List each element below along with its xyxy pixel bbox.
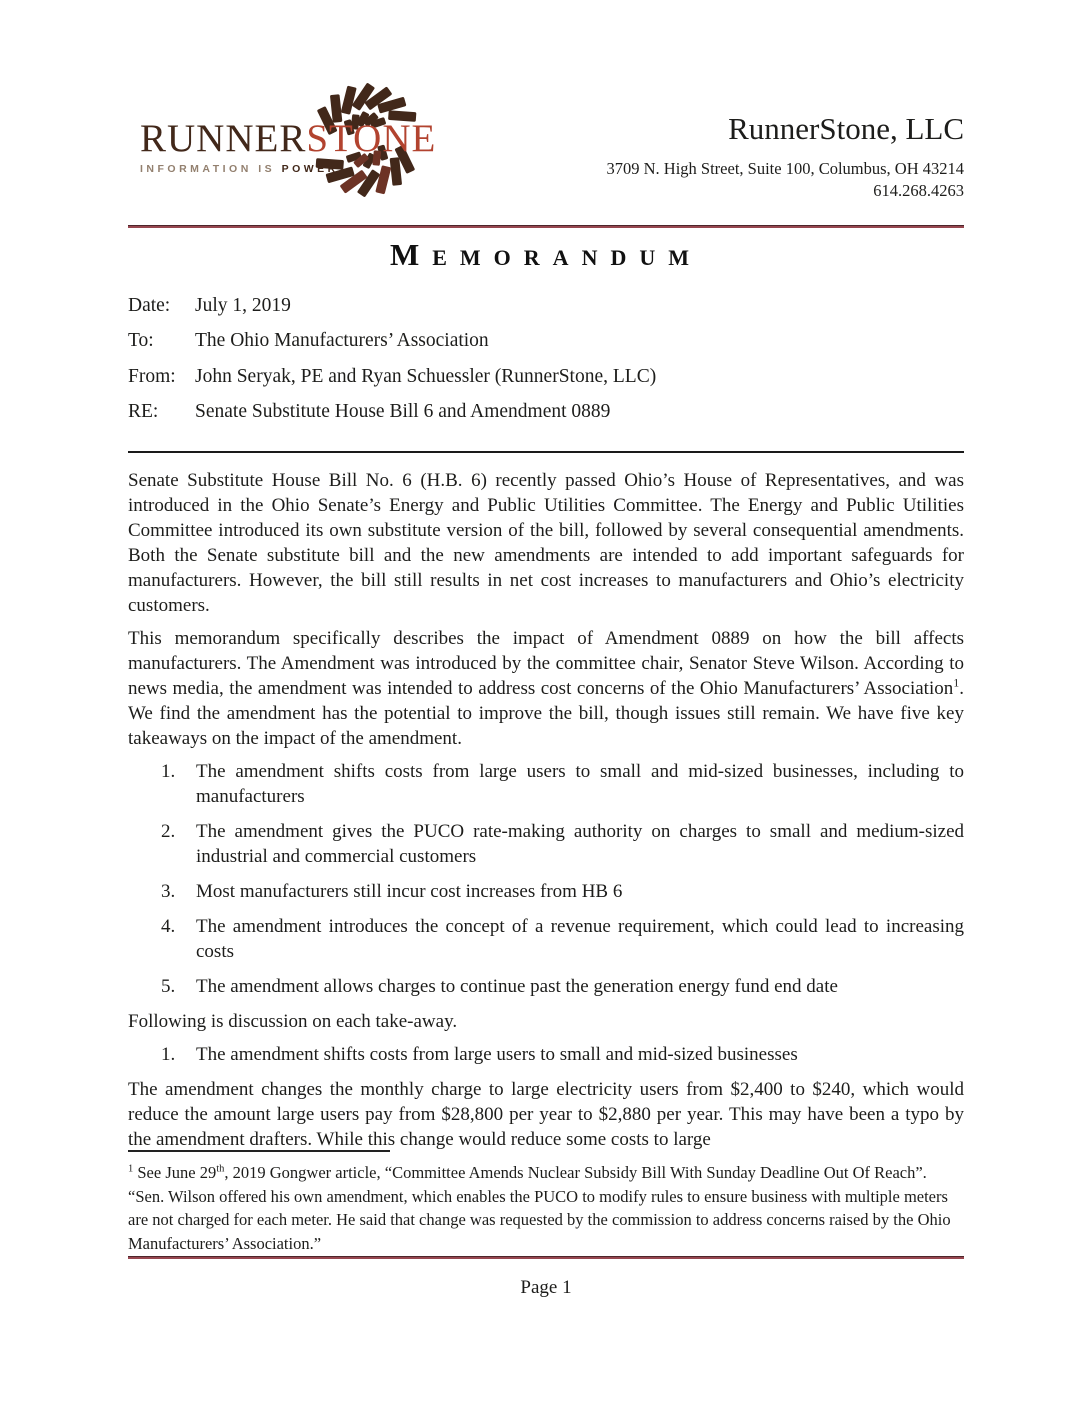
memo-field-from [128, 366, 964, 388]
takeaway-item-4 [161, 914, 964, 964]
memo-title: Memorandum [389, 237, 702, 272]
memo-field-to [128, 330, 964, 352]
list-number: 4. [161, 916, 176, 938]
header-divider [128, 225, 964, 228]
memo-body [128, 468, 964, 1152]
paragraph-amendment-text: This memorandum specifically describes the impact of Amendment 0889 on how the bill affects manufacturers. The Amendment was introduced by the committee chair, Senator Steve Wilson. According to news media, the amendment was intended to address cost concerns of the Ohio Manufacturers’ Association [128, 628, 964, 700]
paragraph-amendment [128, 626, 964, 751]
logo-tagline-left: INFORMATION IS [140, 163, 276, 175]
memo-fields [128, 295, 964, 424]
list-text: Most manufacturers still incur cost increases from HB 6 [196, 881, 623, 903]
fields-divider [128, 451, 964, 454]
memo-field-re [128, 401, 964, 423]
footnote-text-pre: See June 29 [133, 1163, 217, 1182]
list-text: The amendment introduces the concept of a revenue requirement, which could lead to increasing costs [196, 916, 964, 963]
following-line: Following is discussion on each take-away. [128, 1011, 458, 1033]
field-label: Date: [128, 295, 171, 316]
list-number: 5. [161, 976, 176, 998]
footnote-marker: 1 [128, 1163, 134, 1175]
field-label: RE: [128, 401, 159, 423]
takeaway-item-3 [161, 879, 964, 904]
memo-field-date [128, 295, 964, 317]
page-footer [128, 1256, 964, 1299]
logo-wordmark-stone: STONE [306, 117, 437, 160]
letterhead [128, 90, 964, 214]
list-text: The amendment gives the PUCO rate-making authority on charges to small and medium-sized industrial and commercial customers [196, 821, 964, 868]
field-label: From: [128, 365, 176, 387]
logo-tagline [140, 163, 470, 175]
company-address: 3709 N. High Street, Suite 100, Columbus, OH 43214 [606, 159, 964, 179]
discussion-item-1 [161, 1042, 964, 1067]
logo-tagline-power: POWER [281, 163, 339, 175]
list-number: 3. [161, 881, 176, 903]
letterhead-contact [607, 90, 965, 203]
company-phone: 614.268.4263 [873, 181, 964, 201]
list-text: The amendment allows charges to continue past the generation energy fund end date [196, 976, 838, 998]
list-text: The amendment shifts costs from large users to small and mid-sized businesses [196, 1044, 798, 1066]
takeaway-item-1 [161, 759, 964, 809]
memo-content [128, 0, 964, 1152]
page-number: Page 1 [520, 1277, 572, 1298]
footnote-text [128, 1161, 964, 1255]
list-text: The amendment shifts costs from large users to small and mid-sized businesses, including to manufacturers [196, 761, 964, 808]
field-label: To: [128, 330, 154, 352]
footer-divider [128, 1256, 964, 1259]
field-value: The Ohio Manufacturers’ Association [195, 330, 489, 352]
field-value: John Seryak, PE and Ryan Schuessler (RunnerStone, LLC) [195, 365, 657, 387]
footnote-block [128, 1150, 964, 1255]
company-name: RunnerStone, LLC [728, 111, 964, 146]
paragraph-amendment-text-cont: . We find the amendment has the potential to improve the bill, though issues still remain. We have five key takeaways on the impact of the amendment. [128, 678, 964, 750]
paragraph-intro: Senate Substitute House Bill No. 6 (H.B. 6) recently passed Ohio’s House of Representatives, and was introduced in the Ohio Senate’s Energy and Public Utilities Committee. The Energy and Public Utilities Committee introduced its own substitute version of the bill, followed by several consequential amendments. Both the Senate substitute bill and the new amendments are intended to add important safeguards for manufacturers. However, the bill still results in net cost increases to manufacturers and Ohio’s electricity customers. [128, 470, 964, 617]
footnote-divider [128, 1150, 390, 1152]
field-value: Senate Substitute House Bill 6 and Amendment 0889 [195, 401, 611, 423]
logo-wordmark-runner: RUNNER [140, 117, 307, 160]
takeaway-item-2 [161, 819, 964, 869]
company-logo [140, 90, 470, 210]
footnote-ordinal: th [216, 1163, 225, 1175]
list-number: 2. [161, 821, 176, 843]
field-value: July 1, 2019 [195, 295, 291, 316]
logo-wordmark [140, 116, 470, 161]
footnote-text-post: , 2019 Gongwer article, “Committee Amends Nuclear Subsidy Bill With Sunday Deadline Out Of Reach”. “Sen. Wilson offered his own amendment, which enables the PUCO to modify rules to ensure business with multiple meters are not charged for each meter. He said that change was requested by the commission to address concerns raised by the Ohio Manufacturers’ Association.” [128, 1163, 951, 1253]
footnote-reference: 1 [953, 675, 960, 690]
list-number: 1. [161, 1044, 176, 1066]
list-number: 1. [161, 761, 176, 783]
paragraph-charges: The amendment changes the monthly charge to large electricity users from $2,400 to $240, which would reduce the amount large users pay from $28,800 per year to $2,880 per year. This may have been a typo by the amendment drafters. While this change would reduce some costs to large [128, 1079, 964, 1151]
takeaway-item-5 [161, 974, 964, 999]
